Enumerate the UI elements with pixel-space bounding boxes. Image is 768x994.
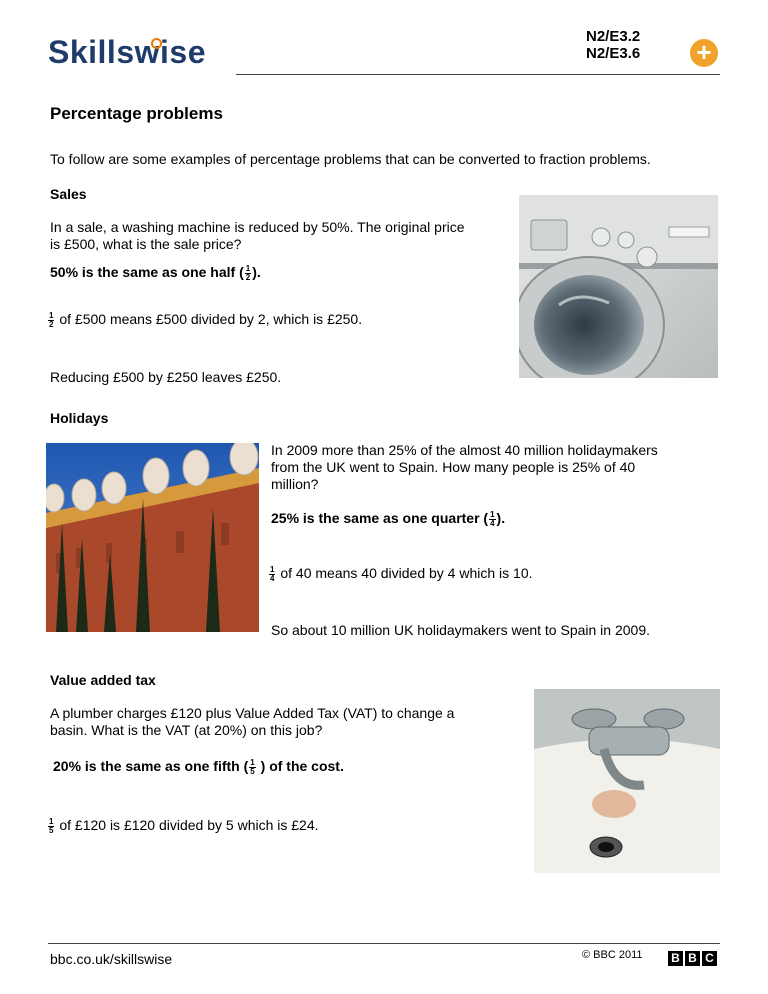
vat-heading: Value added tax [50,672,156,688]
holidays-question-line-1: In 2009 more than 25% of the almost 40 million holidaymakers [271,442,658,458]
vat-equivalence: 20% is the same as one fifth ( $\frac{1}{5}$ ) of the cost. [53,757,344,776]
copyright: © BBC 2011 [582,949,643,961]
curriculum-codes [586,28,640,62]
footer-divider [48,943,720,944]
skillswise-logo [48,34,206,71]
vat-question-line-2: basin. What is the VAT (at 20%) on this job? [50,722,323,738]
logo-text: Skillswise [48,34,206,70]
holidays-heading: Holidays [50,410,109,426]
sales-question-line-1: In a sale, a washing machine is reduced by 50%. The original price [50,219,465,235]
sales-question-line-2: is £500, what is the sale price? [50,236,242,252]
bbc-letter: C [702,951,717,966]
fraction-half: $\frac{1}{2}$ [245,263,251,282]
bbc-letter: B [685,951,700,966]
washing-machine-photo [519,195,718,378]
intro-text: To follow are some examples of percentage problems that can be converted to fraction problems. [50,151,651,167]
bbc-logo [668,951,717,966]
footer-url-link[interactable]: bbc.co.uk/skillswise [50,951,173,967]
sales-heading: Sales [50,186,87,202]
holidays-question-line-2: from the UK went to Spain. How many people is 25% of 40 [271,459,636,475]
fraction-half: $\frac{1}{2}$ [49,310,54,329]
logo-dot-icon [151,38,162,49]
curriculum-code-1: N2/E3.2 [586,28,641,45]
page-title: Percentage problems [50,104,223,123]
fraction-fifth: $\frac{1}{5}$ [250,757,255,776]
holidays-result: So about 10 million UK holidaymakers went to Spain in 2009. [271,622,650,638]
holidays-equivalence: 25% is the same as one quarter ( $\frac{1}{4}$ ). [271,509,506,528]
header-divider [236,74,720,75]
sales-result: Reducing £500 by £250 leaves £250. [50,369,282,385]
holidays-question-line-3: million? [271,476,319,492]
bbc-letter: B [668,951,683,966]
fraction-quarter: $\frac{1}{4}$ [490,509,495,528]
fraction-quarter: $\frac{1}{4}$ [270,564,275,583]
plus-icon[interactable]: + [690,39,718,67]
sales-equivalence: 50% is the same as one half ( $\frac{1}{2}$ ). [50,263,261,282]
vat-question-line-1: A plumber charges £120 plus Value Added Tax (VAT) to change a [50,705,455,721]
vat-step: $\frac{1}{5}$ of £120 is £120 divided by 5 which is £24. [49,816,319,835]
fraction-fifth: $\frac{1}{5}$ [49,816,54,835]
sales-step: $\frac{1}{2}$ of £500 means £500 divided by 2, which is £250. [49,310,363,329]
curriculum-code-2: N2/E3.6 [586,45,641,62]
holidays-step: $\frac{1}{4}$ of 40 means 40 divided by 4 which is 10. [270,564,533,583]
building-with-eggs-photo [46,443,259,632]
tap-basin-photo [534,689,720,873]
